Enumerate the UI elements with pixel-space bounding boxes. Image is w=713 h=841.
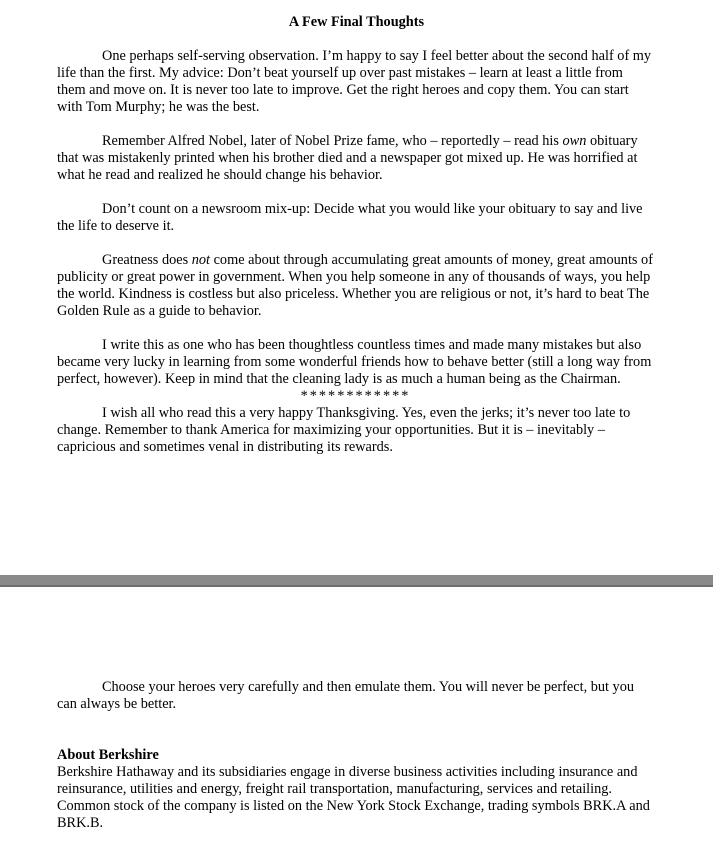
paragraph-4-emphasis: not: [191, 252, 211, 268]
section-separator: ************: [300, 388, 411, 404]
paragraph-4-text-a: Greatness does: [102, 252, 192, 268]
paragraph-1: One perhaps self-serving observation. I’m happy to say I feel better about the second half of my life than the first. My advice: Don’t beat yourself up over past mistakes – learn at least a little from them and move on. It is never too late to improve. Get the right heroes and copy them. You can start with Tom Murphy; he was the best.: [57, 48, 652, 115]
page-2: [0, 587, 713, 841]
page-title: A Few Final Thoughts: [288, 14, 425, 30]
paragraph-2-emphasis: own: [562, 133, 587, 149]
paragraph-2-text-a: Remember Alfred Nobel, later of Nobel Prize fame, who – reportedly – read his: [102, 133, 563, 149]
page-2-paragraph: Choose your heroes very carefully and then emulate them. You will never be perfect, but you can always be better.: [57, 679, 635, 712]
paragraph-6: I wish all who read this a very happy Thanksgiving. Yes, even the jerks; it’s never too late to change. Remember to thank America for maximizing your opportunities. But it is – inevitably – capricious and sometimes venal in distributing its rewards.: [57, 405, 631, 455]
page-2-body: [57, 679, 654, 832]
page-break-divider: [0, 575, 713, 587]
paragraph-2-text-b: obituary that was mistakenly printed when his brother died and a newspaper got mixed up. He was horrified at what he read and realized he should change his behavior.: [57, 133, 638, 183]
paragraph-2: [57, 133, 654, 184]
paragraph-5: I write this as one who has been thoughtless countless times and made many mistakes but also became very lucky in learning from some wonderful friends how to behave better (still a long way from perfect, however). Keep in mind that the cleaning lady is as much a human being as the Chairman.: [57, 337, 652, 387]
about-heading: About Berkshire: [57, 747, 159, 763]
paragraph-4: [57, 252, 654, 320]
page-1-body: [57, 48, 654, 456]
about-body: Berkshire Hathaway and its subsidiaries engage in diverse business activities including insurance and reinsurance, utilities and energy, freight rail transportation, manufacturing, services and retailing. Common stock of the company is listed on the New York Stock Exchange, trading symbols BRK.A and BRK.B.: [57, 764, 650, 831]
paragraph-3: Don’t count on a newsroom mix-up: Decide what you would like your obituary to say and live the life to deserve it.: [57, 201, 643, 234]
paragraph-4-text-b: come about through accumulating great amounts of money, great amounts of publicity or great power in government. When you help someone in any of thousands of ways, you help the world. Kindness is costless but also priceless. Whether you are religious or not, it’s hard to beat The Golden Rule as a guide to behavior.: [57, 252, 653, 319]
